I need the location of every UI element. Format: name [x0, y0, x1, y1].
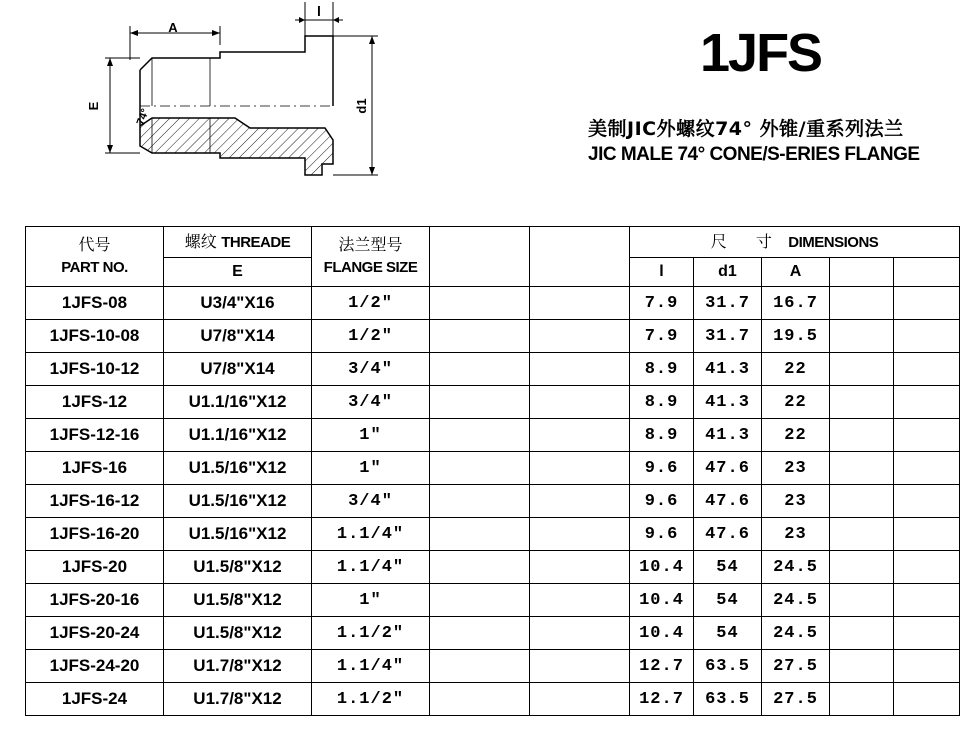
part-no-cell: 1JFS-16: [26, 452, 164, 485]
dim-a-cell: 16.7: [762, 287, 830, 320]
dim-a-cell: 27.5: [762, 650, 830, 683]
dim-d1-label: d1: [354, 98, 369, 114]
blank-cell: [830, 287, 894, 320]
flange-size-cell: 1": [312, 452, 430, 485]
blank-cell: [894, 419, 960, 452]
header-thread-en: THREADE: [221, 233, 291, 251]
blank-cell: [430, 320, 530, 353]
dim-l-cell: 10.4: [630, 617, 694, 650]
dim-a-cell: 23: [762, 452, 830, 485]
blank-cell: [530, 617, 630, 650]
blank-cell: [830, 320, 894, 353]
blank-cell: [530, 650, 630, 683]
fitting-drawing: [60, 0, 400, 195]
table-body: [26, 287, 960, 716]
blank-cell: [530, 419, 630, 452]
blank-cell: [894, 287, 960, 320]
blank-cell: [530, 584, 630, 617]
table-row: [26, 386, 960, 419]
dim-a-cell: 24.5: [762, 551, 830, 584]
part-no-cell: 1JFS-20: [26, 551, 164, 584]
dim-a-cell: 22: [762, 353, 830, 386]
table-row: [26, 485, 960, 518]
flange-size-cell: 3/4": [312, 353, 430, 386]
blank-cell: [530, 452, 630, 485]
dim-d1-cell: 63.5: [694, 683, 762, 716]
blank-cell: [530, 518, 630, 551]
flange-size-cell: 1/2": [312, 320, 430, 353]
blank-cell: [430, 650, 530, 683]
thread-cell: U1.1/16"X12: [164, 419, 312, 452]
dim-d1-cell: 63.5: [694, 650, 762, 683]
header-flange-cn: 法兰型号: [338, 235, 403, 254]
blank-cell: [894, 485, 960, 518]
dim-a-cell: 24.5: [762, 584, 830, 617]
flange-size-cell: 3/4": [312, 386, 430, 419]
part-no-cell: 1JFS-16-20: [26, 518, 164, 551]
blank-cell: [830, 386, 894, 419]
model-title: 1JFS: [700, 23, 822, 83]
header-part-no-cn: 代号: [78, 235, 111, 254]
dim-l-cell: 10.4: [630, 584, 694, 617]
dim-d1-cell: 54: [694, 584, 762, 617]
dim-d1-cell: 31.7: [694, 320, 762, 353]
blank-cell: [830, 419, 894, 452]
part-no-cell: 1JFS-20-24: [26, 617, 164, 650]
blank-cell: [430, 386, 530, 419]
blank-cell: [894, 650, 960, 683]
table-row: [26, 551, 960, 584]
blank-cell: [430, 617, 530, 650]
blank-cell: [530, 353, 630, 386]
dim-d1-cell: 47.6: [694, 518, 762, 551]
blank-cell: [530, 551, 630, 584]
blank-cell: [430, 551, 530, 584]
table-row: [26, 287, 960, 320]
header-dim-blank-1: [830, 258, 894, 287]
thread-cell: U1.5/8"X12: [164, 584, 312, 617]
dim-l-cell: 12.7: [630, 650, 694, 683]
dim-d1-cell: 47.6: [694, 452, 762, 485]
dim-a-cell: 24.5: [762, 617, 830, 650]
part-no-cell: 1JFS-08: [26, 287, 164, 320]
blank-cell: [894, 320, 960, 353]
blank-cell: [830, 650, 894, 683]
part-no-cell: 1JFS-12-16: [26, 419, 164, 452]
part-no-cell: 1JFS-12: [26, 386, 164, 419]
dim-d1-cell: 54: [694, 617, 762, 650]
blank-cell: [430, 452, 530, 485]
header-thread-symbol: E: [164, 258, 312, 287]
part-no-cell: 1JFS-10-08: [26, 320, 164, 353]
header-part-no-en: PART NO.: [61, 259, 128, 276]
part-no-cell: 1JFS-10-12: [26, 353, 164, 386]
dim-d1-cell: 54: [694, 551, 762, 584]
flange-size-cell: 1": [312, 584, 430, 617]
blank-cell: [894, 386, 960, 419]
blank-cell: [894, 617, 960, 650]
table-row: [26, 320, 960, 353]
blank-cell: [830, 452, 894, 485]
dim-d1-cell: 31.7: [694, 287, 762, 320]
dim-l-cell: 7.9: [630, 320, 694, 353]
table-row: [26, 518, 960, 551]
thread-cell: U1.5/16"X12: [164, 452, 312, 485]
thread-cell: U1.5/8"X12: [164, 617, 312, 650]
dim-a-cell: 27.5: [762, 683, 830, 716]
header-dim-a: A: [762, 258, 830, 287]
table-row: [26, 419, 960, 452]
flange-size-cell: 1.1/4": [312, 650, 430, 683]
blank-cell: [530, 320, 630, 353]
dim-a-label: A: [168, 20, 178, 35]
thread-cell: U1.7/8"X12: [164, 683, 312, 716]
blank-cell: [430, 683, 530, 716]
flange-size-cell: 1.1/4": [312, 551, 430, 584]
thread-cell: U1.5/8"X12: [164, 551, 312, 584]
dim-a-cell: 22: [762, 386, 830, 419]
dim-d1-cell: 47.6: [694, 485, 762, 518]
part-no-cell: 1JFS-24: [26, 683, 164, 716]
header-flange-size: [312, 227, 430, 287]
table-row: [26, 617, 960, 650]
header-blank-1: [430, 227, 530, 287]
specification-table: [25, 226, 960, 716]
blank-cell: [830, 353, 894, 386]
blank-cell: [830, 485, 894, 518]
header-dim-cn: 尺 寸: [710, 231, 784, 251]
blank-cell: [830, 617, 894, 650]
header-dim-d1: d1: [694, 258, 762, 287]
dim-l-label: l: [317, 3, 321, 19]
header-thread-cn: 螺纹: [184, 231, 217, 251]
blank-cell: [430, 485, 530, 518]
flange-size-cell: 1/2": [312, 287, 430, 320]
header-dim-en: DIMENSIONS: [788, 233, 879, 251]
table-row: [26, 584, 960, 617]
flange-size-cell: 1.1/4": [312, 518, 430, 551]
blank-cell: [430, 518, 530, 551]
dim-l-cell: 7.9: [630, 287, 694, 320]
header-dim-l: l: [630, 258, 694, 287]
header-blank-2: [530, 227, 630, 287]
flange-size-cell: 1.1/2": [312, 617, 430, 650]
dim-l-cell: 9.6: [630, 485, 694, 518]
dim-l-cell: 8.9: [630, 419, 694, 452]
blank-cell: [830, 683, 894, 716]
angle-label: 74°: [134, 107, 152, 127]
blank-cell: [894, 518, 960, 551]
chinese-subtitle: 美制JIC外螺纹74° 外锥/重系列法兰: [588, 118, 904, 140]
blank-cell: [530, 386, 630, 419]
blank-cell: [530, 683, 630, 716]
table-row: [26, 353, 960, 386]
dim-l-cell: 10.4: [630, 551, 694, 584]
flange-size-cell: 1": [312, 419, 430, 452]
part-no-cell: 1JFS-16-12: [26, 485, 164, 518]
thread-cell: U1.7/8"X12: [164, 650, 312, 683]
dim-l-cell: 9.6: [630, 518, 694, 551]
part-no-cell: 1JFS-20-16: [26, 584, 164, 617]
dim-e-label: E: [86, 101, 101, 111]
dim-a-cell: 23: [762, 485, 830, 518]
header-flange-en: FLANGE SIZE: [323, 259, 418, 276]
blank-cell: [830, 518, 894, 551]
thread-cell: U1.5/16"X12: [164, 485, 312, 518]
dim-l-cell: 8.9: [630, 353, 694, 386]
dim-a-cell: 23: [762, 518, 830, 551]
thread-cell: U3/4"X16: [164, 287, 312, 320]
thread-cell: U1.5/16"X12: [164, 518, 312, 551]
flange-size-cell: 1.1/2": [312, 683, 430, 716]
blank-cell: [894, 452, 960, 485]
header-dimensions: [630, 227, 960, 258]
thread-cell: U1.1/16"X12: [164, 386, 312, 419]
dim-l-cell: 8.9: [630, 386, 694, 419]
dim-l-cell: 9.6: [630, 452, 694, 485]
table-row: [26, 650, 960, 683]
blank-cell: [894, 584, 960, 617]
blank-cell: [830, 584, 894, 617]
header-thread: [164, 227, 312, 258]
blank-cell: [894, 683, 960, 716]
blank-cell: [530, 485, 630, 518]
blank-cell: [430, 584, 530, 617]
part-no-cell: 1JFS-24-20: [26, 650, 164, 683]
thread-cell: U7/8"X14: [164, 320, 312, 353]
table-row: [26, 683, 960, 716]
dim-d1-cell: 41.3: [694, 419, 762, 452]
dim-d1-cell: 41.3: [694, 386, 762, 419]
blank-cell: [530, 287, 630, 320]
header-part-no: [26, 227, 164, 287]
blank-cell: [430, 353, 530, 386]
blank-cell: [830, 551, 894, 584]
dim-l-cell: 12.7: [630, 683, 694, 716]
thread-cell: U7/8"X14: [164, 353, 312, 386]
blank-cell: [894, 551, 960, 584]
flange-size-cell: 3/4": [312, 485, 430, 518]
blank-cell: [430, 287, 530, 320]
blank-cell: [894, 353, 960, 386]
english-subtitle: JIC MALE 74° CONE/S-ERIES FLANGE: [588, 144, 920, 165]
dim-d1-cell: 41.3: [694, 353, 762, 386]
blank-cell: [430, 419, 530, 452]
header-dim-blank-2: [894, 258, 960, 287]
table-row: [26, 452, 960, 485]
dim-a-cell: 22: [762, 419, 830, 452]
dim-a-cell: 19.5: [762, 320, 830, 353]
